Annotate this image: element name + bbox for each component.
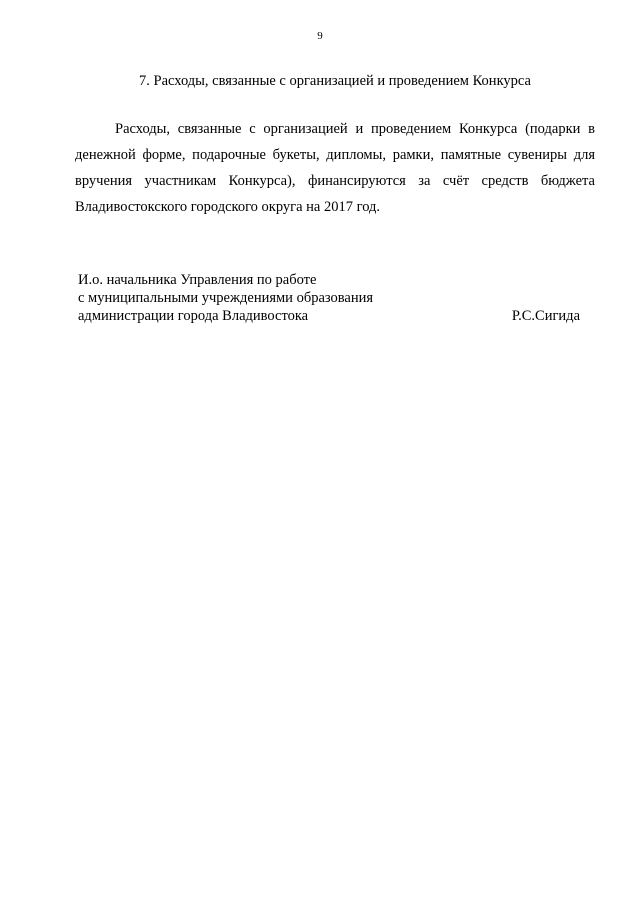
signature-block (78, 271, 598, 325)
signature-row (78, 307, 580, 325)
signer-position-line: администрации города Владивостока (78, 308, 309, 324)
paragraph-line: вручения участникам Конкурса), финансируются за счёт средств бюджета (75, 173, 595, 189)
signer-position-line: с муниципальными учреждениями образования (78, 290, 374, 306)
signer-name: Р.С.Сигида (511, 308, 580, 324)
body-paragraph (75, 116, 595, 220)
paragraph-line: Расходы, связанные с организацией и проведением Конкурса (подарки в (115, 121, 595, 137)
page-number: 9 (317, 30, 323, 42)
paragraph-line: Владивостокского городского округа на 2017 год. (75, 199, 381, 215)
signer-position-line: И.о. начальника Управления по работе (78, 272, 317, 288)
section-heading: 7. Расходы, связанные с организацией и проведением Конкурса (139, 73, 531, 89)
paragraph-line: денежной форме, подарочные букеты, дипломы, рамки, памятные сувениры для (75, 147, 595, 163)
